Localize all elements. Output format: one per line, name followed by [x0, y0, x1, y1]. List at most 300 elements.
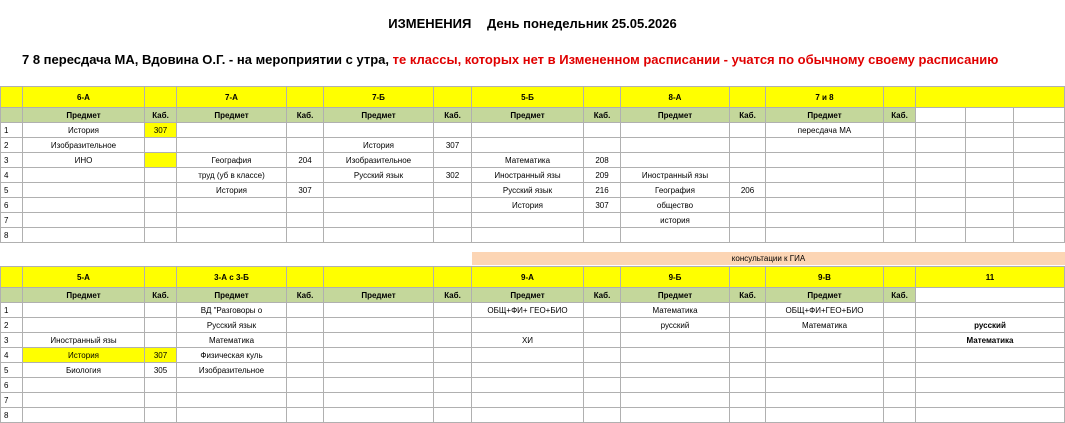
- room-cell: [584, 363, 621, 378]
- notice-black: 7 8 пересдача МА, Вдовина О.Г. - на мероприятии с утра,: [22, 52, 390, 67]
- class-name: 9-Б: [621, 267, 730, 288]
- room-cell: [884, 198, 916, 213]
- class-11-cell: русский: [916, 318, 1065, 333]
- extra-cell: [916, 168, 966, 183]
- subject-cell: Русский язык: [472, 183, 584, 198]
- extra-cell: [966, 213, 1014, 228]
- class-name: 5-А: [23, 267, 145, 288]
- room-cell: [434, 363, 472, 378]
- room-cell: [145, 213, 177, 228]
- class-spacer: [287, 267, 324, 288]
- extra-cell: [1014, 228, 1065, 243]
- gia-consultations-label: консультации к ГИА: [472, 252, 1065, 265]
- empty-cell: [1014, 108, 1065, 123]
- subject-cell: [177, 408, 287, 423]
- subject-cell: [621, 363, 730, 378]
- extra-cell: [966, 168, 1014, 183]
- room-cell: [584, 393, 621, 408]
- room-cell: [730, 228, 766, 243]
- room-cell: [584, 408, 621, 423]
- lesson-row: [1, 378, 1065, 393]
- room-header: Каб.: [884, 288, 916, 303]
- extra-cell: [916, 183, 966, 198]
- room-cell: [730, 333, 766, 348]
- subject-cell: Математика: [766, 318, 884, 333]
- extra-cell: [916, 123, 966, 138]
- lesson-row: [1, 213, 1065, 228]
- subject-cell: Иностранный язы: [472, 168, 584, 183]
- schedule-table-top: [0, 86, 1065, 243]
- room-cell: [584, 378, 621, 393]
- room-cell: [730, 363, 766, 378]
- class-11-cell: [916, 303, 1065, 318]
- corner-cell: [1, 108, 23, 123]
- subject-header: Предмет: [472, 288, 584, 303]
- extra-cell: [966, 153, 1014, 168]
- room-cell: [434, 348, 472, 363]
- room-cell: [730, 138, 766, 153]
- room-cell: [287, 348, 324, 363]
- subject-cell: ИНО: [23, 153, 145, 168]
- subject-header: Предмет: [324, 108, 434, 123]
- room-cell: [145, 183, 177, 198]
- room-cell: [287, 333, 324, 348]
- notice: [22, 52, 998, 67]
- lesson-number: 3: [1, 153, 23, 168]
- corner-cell: [1, 267, 23, 288]
- lesson-number: 8: [1, 408, 23, 423]
- room-header: Каб.: [730, 108, 766, 123]
- subject-cell: [177, 198, 287, 213]
- extra-cell: [966, 123, 1014, 138]
- room-cell: [584, 333, 621, 348]
- empty-cell: [966, 108, 1014, 123]
- subject-cell: [472, 138, 584, 153]
- subject-cell: [621, 138, 730, 153]
- subject-cell: История: [23, 123, 145, 138]
- subject-cell: [766, 168, 884, 183]
- subject-cell: История: [472, 198, 584, 213]
- room-cell: [434, 303, 472, 318]
- subject-header: Предмет: [766, 288, 884, 303]
- lesson-number: 2: [1, 318, 23, 333]
- extra-cell: [1014, 123, 1065, 138]
- room-cell: [884, 303, 916, 318]
- room-cell: [730, 408, 766, 423]
- room-cell: 209: [584, 168, 621, 183]
- room-cell: [434, 393, 472, 408]
- subject-cell: [23, 228, 145, 243]
- extra-cell: [1014, 153, 1065, 168]
- subject-cell: ХИ: [472, 333, 584, 348]
- title-day: День понедельник 25.05.2026: [487, 16, 677, 31]
- room-header: Каб.: [145, 108, 177, 123]
- subject-header: Предмет: [621, 288, 730, 303]
- subject-cell: [621, 348, 730, 363]
- subject-cell: [177, 393, 287, 408]
- subject-cell: [621, 393, 730, 408]
- class-name: 8-А: [621, 87, 730, 108]
- notice-red: те классы, которых нет в Измененном расписании - учатся по обычному своему расписанию: [392, 52, 999, 67]
- subject-cell: [177, 378, 287, 393]
- room-cell: [884, 138, 916, 153]
- room-cell: 302: [434, 168, 472, 183]
- subject-cell: [472, 123, 584, 138]
- room-cell: [145, 303, 177, 318]
- room-header: Каб.: [287, 108, 324, 123]
- class-name: 7 и 8: [766, 87, 884, 108]
- subject-cell: [23, 303, 145, 318]
- title-text: ИЗМЕНЕНИЯ: [388, 16, 472, 31]
- subject-cell: [23, 213, 145, 228]
- lesson-row: [1, 183, 1065, 198]
- room-header: Каб.: [584, 108, 621, 123]
- subject-cell: труд (уб в классе): [177, 168, 287, 183]
- room-cell: [584, 228, 621, 243]
- class-header-row: [1, 267, 1065, 288]
- subject-header: Предмет: [766, 108, 884, 123]
- room-header: Каб.: [287, 288, 324, 303]
- room-cell: [287, 378, 324, 393]
- room-cell: [884, 408, 916, 423]
- extra-cell: [966, 198, 1014, 213]
- column-header-row: [1, 108, 1065, 123]
- room-cell: [287, 303, 324, 318]
- room-cell: [434, 318, 472, 333]
- subject-cell: [472, 348, 584, 363]
- subject-cell: Математика: [472, 153, 584, 168]
- lesson-row: [1, 198, 1065, 213]
- room-header: Каб.: [584, 288, 621, 303]
- extra-cell: [1014, 138, 1065, 153]
- subject-cell: [766, 393, 884, 408]
- class-name: 9-В: [766, 267, 884, 288]
- corner-cell: [1, 87, 23, 108]
- subject-cell: [23, 168, 145, 183]
- room-cell: [287, 408, 324, 423]
- class-spacer: [287, 87, 324, 108]
- extra-cell: [966, 138, 1014, 153]
- room-cell: [884, 348, 916, 363]
- class-11-cell: [916, 408, 1065, 423]
- subject-cell: [621, 378, 730, 393]
- subject-cell: История: [324, 138, 434, 153]
- room-cell: 208: [584, 153, 621, 168]
- subject-cell: История: [23, 348, 145, 363]
- room-cell: [884, 228, 916, 243]
- subject-cell: Русский язык: [324, 168, 434, 183]
- lesson-number: 1: [1, 303, 23, 318]
- room-cell: 305: [145, 363, 177, 378]
- room-cell: [434, 198, 472, 213]
- extra-cell: [916, 198, 966, 213]
- page-title: [0, 16, 1065, 31]
- room-cell: [884, 153, 916, 168]
- extra-cell: [916, 138, 966, 153]
- class-name: 11: [916, 267, 1065, 288]
- subject-cell: [324, 408, 434, 423]
- lesson-row: [1, 228, 1065, 243]
- room-cell: [730, 303, 766, 318]
- room-cell: 307: [434, 138, 472, 153]
- subject-cell: [23, 378, 145, 393]
- class-11-cell: [916, 363, 1065, 378]
- room-cell: [145, 198, 177, 213]
- subject-cell: [324, 213, 434, 228]
- room-cell: [287, 363, 324, 378]
- room-cell: 307: [584, 198, 621, 213]
- subject-cell: [23, 198, 145, 213]
- subject-cell: [472, 408, 584, 423]
- room-cell: [730, 168, 766, 183]
- room-header: Каб.: [884, 108, 916, 123]
- subject-cell: [23, 183, 145, 198]
- lesson-number: 8: [1, 228, 23, 243]
- room-cell: [145, 333, 177, 348]
- room-cell: [730, 378, 766, 393]
- class-name: 3-А с 3-Б: [177, 267, 287, 288]
- subject-cell: [472, 228, 584, 243]
- subject-cell: [766, 333, 884, 348]
- room-cell: [287, 213, 324, 228]
- class-spacer: [145, 87, 177, 108]
- extra-cell: [966, 228, 1014, 243]
- room-cell: [287, 168, 324, 183]
- subject-cell: русский: [621, 318, 730, 333]
- class-11-cell: Математика: [916, 333, 1065, 348]
- room-cell: [884, 363, 916, 378]
- room-cell: [145, 138, 177, 153]
- corner-cell: [1, 288, 23, 303]
- column-header-row: [1, 288, 1065, 303]
- room-header: Каб.: [145, 288, 177, 303]
- subject-cell: Иностранный язы: [23, 333, 145, 348]
- room-cell: [584, 123, 621, 138]
- subject-cell: [621, 333, 730, 348]
- room-cell: [287, 198, 324, 213]
- subject-cell: [766, 408, 884, 423]
- extra-cell: [1014, 168, 1065, 183]
- room-cell: [434, 333, 472, 348]
- subject-cell: [324, 348, 434, 363]
- room-cell: 307: [145, 348, 177, 363]
- lesson-row: [1, 408, 1065, 423]
- class-spacer: [730, 267, 766, 288]
- subject-cell: [324, 318, 434, 333]
- room-cell: [145, 378, 177, 393]
- subject-cell: [177, 123, 287, 138]
- subject-cell: [324, 378, 434, 393]
- class-11-cell: [916, 393, 1065, 408]
- subject-cell: [472, 393, 584, 408]
- class-name: 7-Б: [324, 87, 434, 108]
- class-name: 7-А: [177, 87, 287, 108]
- lesson-row: [1, 348, 1065, 363]
- subject-header: Предмет: [472, 108, 584, 123]
- subject-cell: Математика: [177, 333, 287, 348]
- subject-cell: [324, 228, 434, 243]
- subject-cell: пересдача МА: [766, 123, 884, 138]
- subject-header: Предмет: [177, 108, 287, 123]
- room-cell: [884, 213, 916, 228]
- room-cell: [434, 183, 472, 198]
- subject-cell: ОБЩ+ФИ+ГЕО+БИО: [766, 303, 884, 318]
- subject-cell: [324, 303, 434, 318]
- room-cell: [730, 393, 766, 408]
- extra-cell: [966, 183, 1014, 198]
- subject-cell: [766, 183, 884, 198]
- room-cell: [884, 333, 916, 348]
- lesson-row: [1, 303, 1065, 318]
- subject-cell: [23, 408, 145, 423]
- lesson-row: [1, 123, 1065, 138]
- room-cell: [730, 123, 766, 138]
- subject-header: Предмет: [23, 108, 145, 123]
- class-name: 9-А: [472, 267, 584, 288]
- room-cell: [434, 153, 472, 168]
- class-spacer: [884, 87, 916, 108]
- subject-cell: история: [621, 213, 730, 228]
- room-cell: [287, 318, 324, 333]
- class-11-cell: [916, 348, 1065, 363]
- room-cell: [434, 408, 472, 423]
- subject-cell: Изобразительное: [324, 153, 434, 168]
- room-cell: [584, 303, 621, 318]
- subject-cell: Русский язык: [177, 318, 287, 333]
- subject-cell: [472, 363, 584, 378]
- subject-cell: [23, 393, 145, 408]
- room-cell: [145, 318, 177, 333]
- lesson-number: 2: [1, 138, 23, 153]
- subject-cell: общество: [621, 198, 730, 213]
- lesson-number: 7: [1, 393, 23, 408]
- room-cell: [434, 228, 472, 243]
- class-11-cell: [916, 378, 1065, 393]
- room-header: Каб.: [434, 108, 472, 123]
- room-cell: [584, 138, 621, 153]
- room-cell: [287, 138, 324, 153]
- subject-cell: Изобразительное: [177, 363, 287, 378]
- room-cell: [884, 183, 916, 198]
- subject-cell: Математика: [621, 303, 730, 318]
- subject-cell: [766, 378, 884, 393]
- room-cell: [884, 393, 916, 408]
- subject-cell: История: [177, 183, 287, 198]
- subject-cell: [324, 333, 434, 348]
- subject-cell: [324, 123, 434, 138]
- room-cell: 216: [584, 183, 621, 198]
- lesson-row: [1, 153, 1065, 168]
- lesson-number: 6: [1, 198, 23, 213]
- subject-cell: ОБЩ+ФИ+ ГЕО+БИО: [472, 303, 584, 318]
- class-spacer: [584, 267, 621, 288]
- class-spacer: [434, 87, 472, 108]
- subject-cell: [324, 393, 434, 408]
- class-spacer: [730, 87, 766, 108]
- room-cell: 206: [730, 183, 766, 198]
- subject-cell: [472, 378, 584, 393]
- lesson-number: 7: [1, 213, 23, 228]
- lesson-number: 4: [1, 168, 23, 183]
- extra-cell: [1014, 183, 1065, 198]
- room-cell: [884, 168, 916, 183]
- subject-cell: ВД "Разговоры о: [177, 303, 287, 318]
- room-cell: [584, 348, 621, 363]
- room-cell: 204: [287, 153, 324, 168]
- subject-cell: География: [621, 183, 730, 198]
- subject-cell: [472, 318, 584, 333]
- lesson-row: [1, 363, 1065, 378]
- lesson-number: 6: [1, 378, 23, 393]
- subject-header: Предмет: [324, 288, 434, 303]
- class-spacer: [584, 87, 621, 108]
- subject-cell: [472, 213, 584, 228]
- extra-cell: [1014, 213, 1065, 228]
- empty-cell: [916, 87, 1065, 108]
- lesson-number: 3: [1, 333, 23, 348]
- subject-cell: [766, 363, 884, 378]
- room-cell: [287, 123, 324, 138]
- subject-cell: Изобразительное: [23, 138, 145, 153]
- subject-cell: [621, 153, 730, 168]
- class-name: [324, 267, 434, 288]
- room-cell: [145, 393, 177, 408]
- subject-cell: [324, 198, 434, 213]
- class-spacer: [434, 267, 472, 288]
- subject-cell: [23, 318, 145, 333]
- room-cell: [884, 318, 916, 333]
- subject-cell: [177, 138, 287, 153]
- subject-cell: [324, 363, 434, 378]
- subject-cell: Физическая куль: [177, 348, 287, 363]
- subject-cell: [766, 198, 884, 213]
- subject-cell: [621, 408, 730, 423]
- class-name: 6-А: [23, 87, 145, 108]
- room-cell: [145, 408, 177, 423]
- room-cell: [145, 153, 177, 168]
- lesson-row: [1, 138, 1065, 153]
- subject-header: Предмет: [23, 288, 145, 303]
- room-cell: [434, 213, 472, 228]
- room-cell: [730, 318, 766, 333]
- lesson-number: 5: [1, 183, 23, 198]
- lesson-row: [1, 318, 1065, 333]
- subject-cell: Биология: [23, 363, 145, 378]
- class-header-row: [1, 87, 1065, 108]
- subject-header: Предмет: [621, 108, 730, 123]
- room-cell: [884, 123, 916, 138]
- room-header: Каб.: [730, 288, 766, 303]
- room-cell: [730, 348, 766, 363]
- room-cell: [287, 393, 324, 408]
- room-cell: 307: [287, 183, 324, 198]
- subject-cell: [766, 348, 884, 363]
- subject-cell: [766, 213, 884, 228]
- room-cell: [434, 123, 472, 138]
- class-name: 5-Б: [472, 87, 584, 108]
- subject-cell: [766, 138, 884, 153]
- room-cell: [730, 213, 766, 228]
- lesson-number: 5: [1, 363, 23, 378]
- subject-cell: [324, 183, 434, 198]
- subject-cell: [177, 213, 287, 228]
- schedule-table-bottom: [0, 266, 1065, 423]
- subject-cell: [177, 228, 287, 243]
- class-spacer: [145, 267, 177, 288]
- room-cell: [730, 198, 766, 213]
- room-cell: [434, 378, 472, 393]
- lesson-number: 1: [1, 123, 23, 138]
